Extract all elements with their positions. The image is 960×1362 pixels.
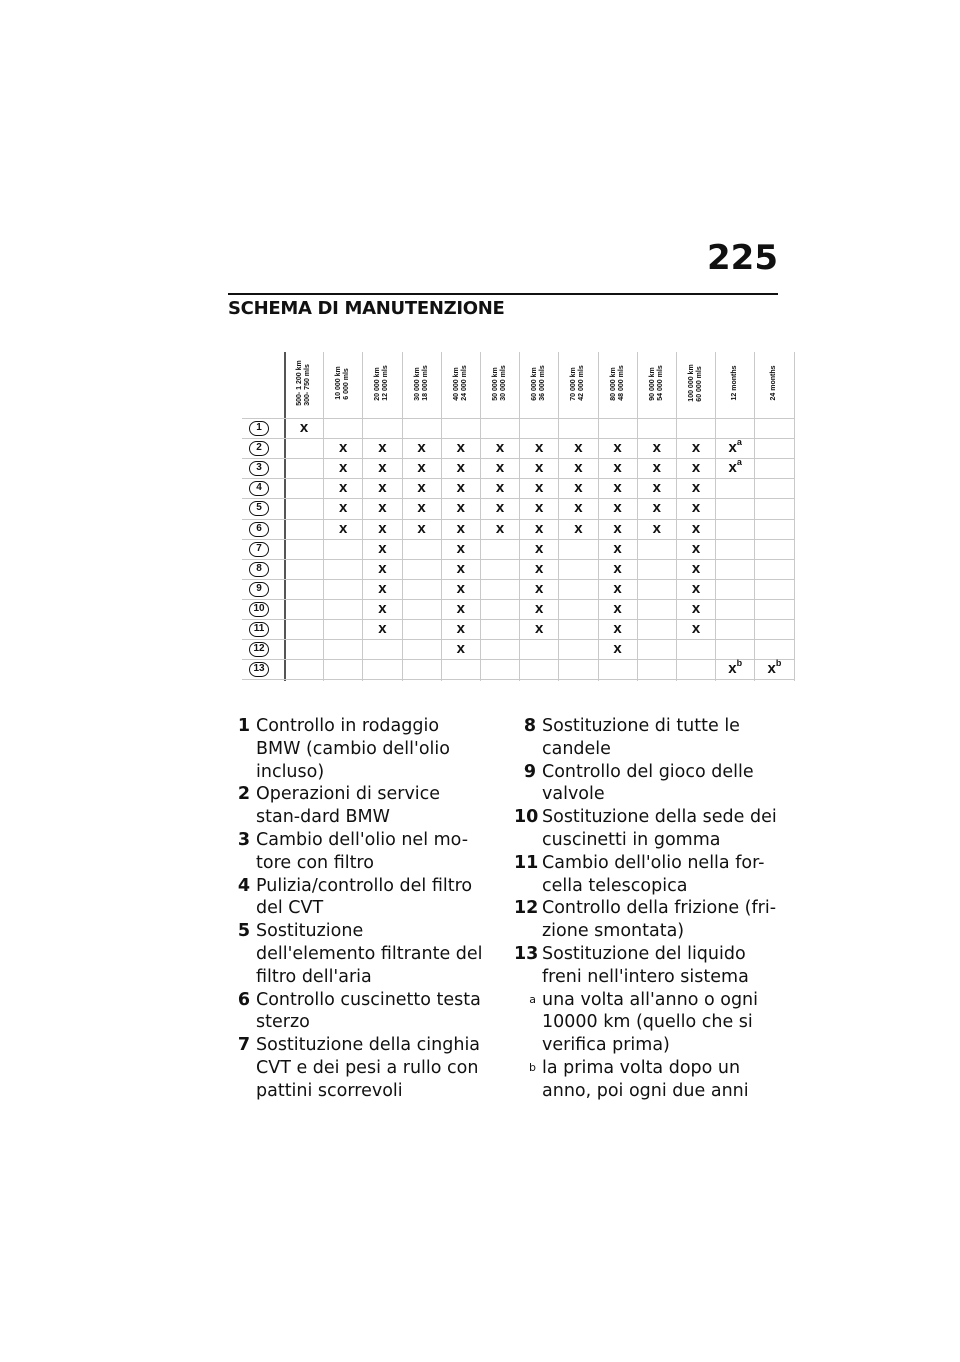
maintenance-mark: x <box>456 479 465 497</box>
legend-text: Operazioni di service stan-dard BMW <box>256 784 441 828</box>
maintenance-mark: $x^b$ <box>728 658 743 678</box>
maintenance-mark: x <box>691 479 701 497</box>
maintenance-mark: x <box>495 499 505 517</box>
legend-number: 7 <box>237 1035 250 1056</box>
maintenance-mark: x <box>574 439 583 457</box>
maintenance-mark: x <box>535 479 544 497</box>
legend-number: 13 <box>514 943 539 964</box>
legend-number: 4 <box>237 875 250 896</box>
maintenance-mark: x <box>535 499 544 517</box>
legend-item <box>514 1057 778 1103</box>
maintenance-mark: x <box>613 620 622 637</box>
column-header <box>715 352 755 414</box>
maintenance-mark: x <box>339 439 348 457</box>
legend-number: 12 <box>514 898 539 919</box>
column-header <box>637 352 677 414</box>
column-header <box>402 352 442 414</box>
legend-number: a <box>529 992 536 1006</box>
maintenance-mark: x <box>417 499 426 517</box>
column-header-label: 24 months <box>770 365 778 401</box>
maintenance-mark: x <box>691 559 701 577</box>
legend-item <box>514 715 778 761</box>
maintenance-mark: x <box>456 499 465 517</box>
maintenance-mark: $x^b$ <box>767 658 782 678</box>
legend-text: Controllo del gioco delle valvole <box>542 761 754 805</box>
maintenance-mark: x <box>535 579 544 597</box>
maintenance-mark: x <box>613 579 622 597</box>
legend-item <box>228 989 488 1035</box>
maintenance-mark: x <box>378 499 387 517</box>
maintenance-mark: x <box>691 499 701 517</box>
maintenance-mark: x <box>378 579 387 597</box>
footnote-marker: b <box>736 658 743 669</box>
legend-number: 3 <box>237 829 250 850</box>
row-number-badge: 12 <box>249 642 269 657</box>
maintenance-mark: x <box>574 459 583 477</box>
footnote-marker: b <box>775 658 782 669</box>
legend-number: 1 <box>237 716 250 736</box>
maintenance-mark: x <box>652 479 661 497</box>
row-number-badge: 4 <box>249 481 269 496</box>
maintenance-mark: x <box>378 559 387 577</box>
column-header <box>598 352 638 414</box>
maintenance-mark: x <box>652 499 661 517</box>
maintenance-mark: x <box>456 539 465 557</box>
legend-item <box>228 783 488 829</box>
maintenance-mark: x <box>574 519 583 537</box>
legend-item <box>514 852 778 898</box>
maintenance-mark: x <box>456 620 465 637</box>
legend-left <box>228 715 488 1103</box>
row-number-badge: 13 <box>249 662 269 677</box>
legend-item <box>228 875 488 921</box>
page-number: 225 <box>707 238 778 278</box>
table-hline <box>242 418 794 419</box>
maintenance-mark: x <box>613 439 622 457</box>
maintenance-mark: x <box>613 459 622 477</box>
maintenance-mark: x <box>574 499 583 517</box>
maintenance-mark: $x^a$ <box>728 437 742 457</box>
maintenance-mark: x <box>535 599 544 617</box>
maintenance-mark: x <box>378 620 387 637</box>
column-header-label: 90 000 km 54 000 mls <box>648 365 664 401</box>
maintenance-mark: x <box>339 519 348 537</box>
legend-text: Sostituzione della sede dei cuscinetti in gomma <box>542 807 777 850</box>
maintenance-mark: x <box>456 519 465 537</box>
maintenance-mark: x <box>495 479 505 497</box>
column-header-label: 500- 1 200 km 300- 750 mls <box>296 360 311 406</box>
maintenance-mark: x <box>691 539 701 557</box>
column-header <box>323 352 363 414</box>
maintenance-mark: x <box>339 479 348 497</box>
maintenance-mark: x <box>574 479 583 497</box>
legend-item <box>514 806 778 852</box>
row-number-badge: 11 <box>249 622 269 637</box>
maintenance-mark: x <box>456 439 465 457</box>
table-hline <box>242 639 794 640</box>
legend-number: 10 <box>514 807 539 828</box>
maintenance-mark: x <box>456 559 465 577</box>
column-header-label: 20 000 km 12 000 mls <box>374 365 390 401</box>
legend-text: Controllo cuscinetto testa sterzo <box>256 989 481 1033</box>
legend-item <box>514 761 778 807</box>
legend-text: Sostituzione dell'elemento filtrante del filtro dell'aria <box>256 921 483 987</box>
legend-number: 5 <box>237 921 250 942</box>
legend-text: Sostituzione del liquido freni nell'intero sistema <box>542 943 749 987</box>
legend-number: 8 <box>523 716 536 736</box>
maintenance-mark: x <box>691 439 701 457</box>
maintenance-mark: x <box>613 559 622 577</box>
legend-number: b <box>529 1060 536 1074</box>
legend-number: 9 <box>523 761 536 782</box>
legend-right <box>514 715 778 1103</box>
column-header-label: 30 000 km 18 000 mls <box>413 365 429 401</box>
maintenance-mark: x <box>339 499 348 517</box>
maintenance-mark: x <box>535 620 544 637</box>
maintenance-mark: x <box>535 539 544 557</box>
maintenance-mark: x <box>456 459 465 477</box>
table-hline <box>242 679 794 680</box>
maintenance-mark: x <box>613 499 622 517</box>
column-header <box>754 352 794 414</box>
row-number-badge: 1 <box>249 421 269 436</box>
column-header-label: 50 000 km 30 000 mls <box>492 365 507 401</box>
maintenance-mark: x <box>378 519 387 537</box>
column-header <box>441 352 481 414</box>
column-header-label: 80 000 km 48 000 mls <box>609 365 625 401</box>
column-header <box>284 352 324 414</box>
maintenance-mark: x <box>691 620 701 637</box>
maintenance-mark: x <box>456 579 465 597</box>
maintenance-mark: x <box>378 459 387 477</box>
legend-number: 11 <box>514 852 539 873</box>
row-number-badge: 5 <box>249 501 269 516</box>
maintenance-mark: x <box>652 439 661 457</box>
maintenance-mark: x <box>691 459 701 477</box>
legend-item <box>228 1034 488 1102</box>
column-header-label: 10 000 km 6 000 mls <box>335 366 351 400</box>
maintenance-mark: x <box>378 539 387 557</box>
column-header-label: 60 000 km 36 000 mls <box>531 365 547 401</box>
legend-item <box>514 989 778 1057</box>
row-number-badge: 7 <box>249 542 269 557</box>
maintenance-mark: x <box>613 640 622 658</box>
legend-item <box>228 920 488 988</box>
column-header <box>519 352 559 414</box>
row-number-badge: 2 <box>249 441 269 456</box>
legend-item <box>228 715 488 783</box>
maintenance-mark: x <box>417 519 426 537</box>
column-header-label: 40 000 km 24 000 mls <box>452 365 468 401</box>
maintenance-mark: $x^a$ <box>728 457 742 477</box>
maintenance-mark: x <box>652 459 661 477</box>
maintenance-mark: x <box>535 459 544 477</box>
legend-item <box>514 943 778 989</box>
legend-item <box>228 829 488 875</box>
row-number-badge: 3 <box>249 461 269 476</box>
column-header <box>558 352 598 414</box>
maintenance-mark: x <box>378 599 387 617</box>
maintenance-mark: x <box>535 439 544 457</box>
legend-text: Controllo in rodaggio BMW (cambio dell'olio incluso) <box>256 716 450 782</box>
column-header-label: 70 000 km 42 000 mls <box>570 365 586 401</box>
maintenance-mark: x <box>652 519 661 537</box>
maintenance-mark: x <box>456 640 465 658</box>
column-header-label: 100 000 km 60 000 mls <box>688 364 703 402</box>
footnote-marker: a <box>736 457 742 468</box>
maintenance-mark: x <box>378 439 387 457</box>
legend-text: Sostituzione di tutte le candele <box>542 716 740 759</box>
maintenance-mark: x <box>456 599 465 617</box>
legend-text: Pulizia/controllo del filtro del CVT <box>256 875 473 919</box>
legend-text: Controllo della frizione (fri-zione smontata) <box>542 898 777 942</box>
maintenance-mark: x <box>535 559 544 577</box>
column-header <box>362 352 402 414</box>
row-number-badge: 10 <box>249 602 269 617</box>
footnote-marker: a <box>736 437 742 448</box>
section-title: SCHEMA DI MANUTENZIONE <box>228 298 505 319</box>
legend-text: Cambio dell'olio nella for-cella telescopica <box>542 852 765 896</box>
legend-text: Sostituzione della cinghia CVT e dei pesi a rullo con pattini scorrevoli <box>256 1035 481 1101</box>
legend-text: una volta all'anno o ogni 10000 km (quello che si verifica prima) <box>542 989 759 1056</box>
maintenance-mark: x <box>299 419 309 436</box>
maintenance-mark: x <box>339 459 348 477</box>
row-number-badge: 9 <box>249 582 269 597</box>
maintenance-mark: x <box>495 439 505 457</box>
row-number-badge: 8 <box>249 562 269 577</box>
legend-text: la prima volta dopo un anno, poi ogni due anni <box>542 1057 749 1101</box>
column-header <box>676 352 716 414</box>
maintenance-mark: x <box>613 479 622 497</box>
column-header <box>480 352 520 414</box>
maintenance-mark: x <box>417 479 426 497</box>
legend-text: Cambio dell'olio nel mo-tore con filtro <box>256 829 469 873</box>
maintenance-mark: x <box>613 519 622 537</box>
table-hline <box>242 659 794 660</box>
maintenance-mark: x <box>378 479 387 497</box>
maintenance-mark: x <box>691 599 701 617</box>
legend-number: 2 <box>237 784 250 805</box>
maintenance-mark: x <box>417 459 426 477</box>
maintenance-mark: x <box>495 519 505 537</box>
column-header-label: 12 months <box>731 365 739 401</box>
maintenance-mark: x <box>613 539 622 557</box>
legend-number: 6 <box>237 989 250 1010</box>
legend-item <box>514 897 778 943</box>
maintenance-mark: x <box>417 439 426 457</box>
maintenance-mark: x <box>535 519 544 537</box>
maintenance-mark: x <box>613 599 622 617</box>
maintenance-mark: x <box>691 519 701 537</box>
row-number-badge: 6 <box>249 522 269 537</box>
maintenance-mark: x <box>495 459 505 477</box>
maintenance-mark: x <box>691 579 701 597</box>
